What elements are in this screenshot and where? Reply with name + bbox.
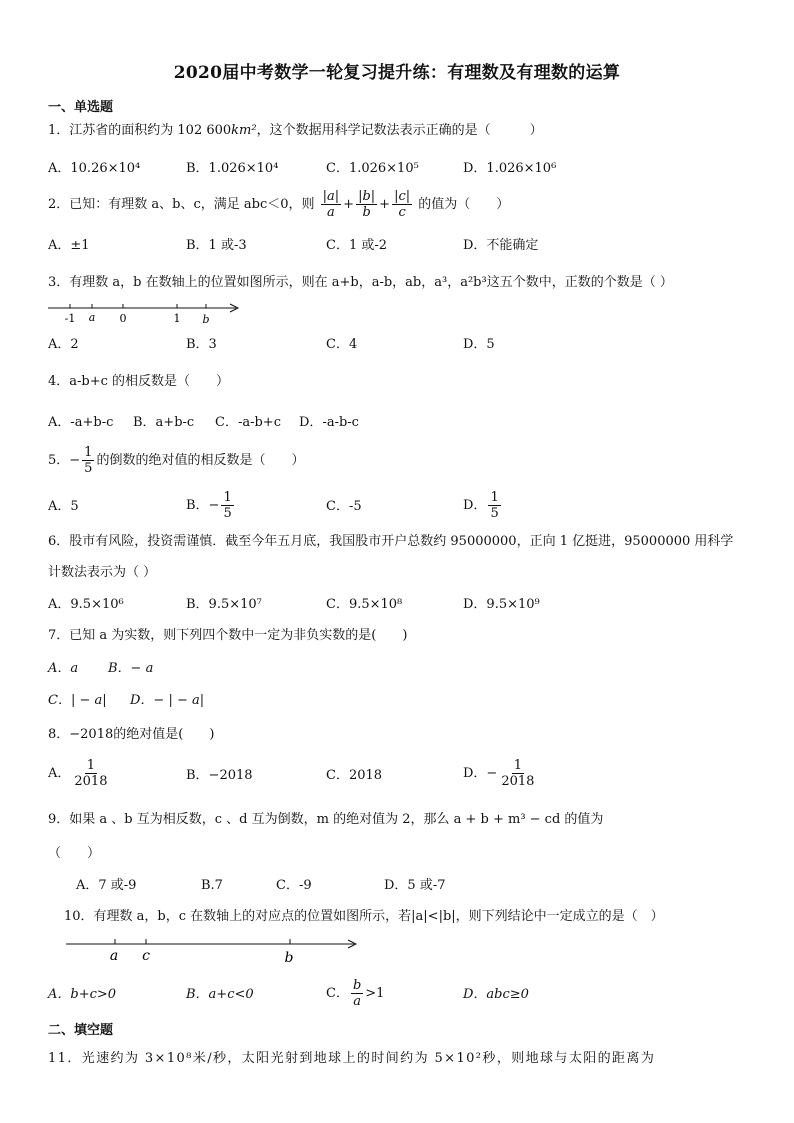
q9-option-a[interactable]: A．7 或-9 — [76, 878, 137, 893]
fraction-abs-a-over-a: $\frac{|a|}{a}$ — [322, 189, 340, 220]
q2-option-d[interactable]: D．不能确定 — [463, 238, 539, 253]
q10-option-a[interactable]: A．b+c>0 — [48, 987, 117, 1002]
q3-option-c[interactable]: C．4 — [326, 337, 358, 352]
q4-option-d[interactable]: D．-a-b-c — [299, 415, 359, 430]
q5-option-b[interactable]: B．− $\frac{1}{5}$ — [186, 490, 232, 521]
question-3: 3．有理数 a，b 在数轴上的位置如图所示，则在 a+b，a-b，ab，a³，a²b³这五个数中，正数的个数是（ ） — [48, 275, 673, 290]
q1-option-c[interactable]: C．1.026×10⁵ — [326, 161, 419, 176]
label-a: a — [88, 311, 96, 324]
q4-option-c[interactable]: C．-a-b+c — [215, 415, 281, 430]
question-1: 1．江苏省的面积约为 102 600km²，这个数据用科学记数法表示正确的是（ ） — [48, 123, 543, 138]
q6-option-a[interactable]: A．9.5×10⁶ — [48, 597, 124, 612]
q1-option-d[interactable]: D．1.026×10⁶ — [463, 161, 557, 176]
question-9: 9．如果 a 、b 互为相反数，c 、d 互为倒数，m 的绝对值为 2，那么 a + b + m³ − cd 的值为 — [48, 812, 604, 827]
q8-option-c[interactable]: C．2018 — [326, 768, 383, 783]
q5-option-c[interactable]: C．-5 — [326, 499, 362, 514]
q10-option-d[interactable]: D．abc≥0 — [463, 987, 529, 1002]
question-10: 10．有理数 a，b，c 在数轴上的对应点的位置如图所示，若|a|<|b|，则下列结论中一定成立的是（ ） — [64, 909, 664, 924]
q2-option-c[interactable]: C．1 或-2 — [326, 238, 388, 253]
q10-option-c[interactable]: C． $\frac{b}{a}$ >1 — [326, 978, 385, 1009]
question-6-line-2: 计数法表示为（ ） — [48, 565, 157, 580]
label-c: c — [142, 948, 150, 964]
question-7: 7．已知 a 为实数，则下列四个数中一定为非负实数的是( ) — [48, 628, 408, 643]
q7-option-c[interactable]: C．| − a| — [48, 693, 107, 708]
label-b: b — [284, 950, 294, 966]
question-8: 8．−2018的绝对值是( ) — [48, 727, 215, 742]
question-5: 5．− $\frac{1}{5}$ 的倒数的绝对值的相反数是（ ） — [48, 445, 305, 476]
q3-option-a[interactable]: A．2 — [48, 337, 79, 352]
q4-option-a[interactable]: A．-a+b-c — [48, 415, 114, 430]
label-a: a — [109, 948, 119, 964]
question-4: 4．a-b+c 的相反数是（ ） — [48, 374, 230, 389]
q6-option-b[interactable]: B．9.5×10⁷ — [186, 597, 262, 612]
fraction-abs-c-over-c: $\frac{|c|}{c}$ — [394, 189, 411, 220]
question-11: 11．光速约为 3×10⁸米/秒，太阳光射到地球上的时间约为 5×10²秒，则地球与太阳的距离为 — [48, 1051, 656, 1066]
label-0: 0 — [119, 312, 127, 325]
section-heading-fill-in: 二、填空题 — [48, 1023, 114, 1038]
q8-option-b[interactable]: B．−2018 — [186, 768, 253, 783]
q6-option-d[interactable]: D．9.5×10⁹ — [463, 597, 540, 612]
q10-option-b[interactable]: B．a+c<0 — [186, 987, 254, 1002]
fraction-abs-b-over-b: $\frac{|b|}{b}$ — [358, 189, 376, 220]
label-b: b — [202, 313, 210, 326]
label-1: 1 — [173, 312, 181, 325]
q2-option-b[interactable]: B．1 或-3 — [186, 238, 247, 253]
q7-option-d[interactable]: D．− | − a| — [130, 693, 205, 708]
question-9-paren: （ ） — [48, 846, 101, 861]
q9-option-b[interactable]: B.7 — [201, 878, 223, 893]
q8-option-a[interactable]: A． $\frac{1}{2018}$ — [48, 758, 108, 789]
q3-option-d[interactable]: D．5 — [463, 337, 495, 352]
page-title: 2020届中考数学一轮复习提升练：有理数及有理数的运算 — [173, 63, 621, 83]
q7-option-a[interactable]: A．a — [48, 661, 79, 676]
section-heading-single-choice: 一、单选题 — [48, 100, 114, 115]
q10-number-line — [62, 934, 362, 966]
question-6-line-1: 6．股市有风险，投资需谨慎．截至今年五月底，我国股市开户总数约 95000000，正向 1 亿挺进，95000000 用科学 — [48, 534, 734, 549]
q1-option-b[interactable]: B．1.026×10⁴ — [186, 161, 279, 176]
q5-option-d[interactable]: D． $\frac{1}{5}$ — [463, 490, 499, 521]
q4-option-b[interactable]: B．a+b-c — [133, 415, 195, 430]
q7-option-b[interactable]: B．− a — [108, 661, 154, 676]
q1-option-a[interactable]: A．10.26×10⁴ — [48, 161, 141, 176]
q9-option-c[interactable]: C．-9 — [276, 878, 312, 893]
label-minus-1: -1 — [64, 312, 76, 325]
q3-option-b[interactable]: B．3 — [186, 337, 217, 352]
q9-option-d[interactable]: D．5 或-7 — [384, 878, 446, 893]
q8-option-d[interactable]: D．− $\frac{1}{2018}$ — [463, 758, 535, 789]
q6-option-c[interactable]: C．9.5×10⁸ — [326, 597, 403, 612]
q3-number-line — [44, 298, 244, 328]
q5-option-a[interactable]: A．5 — [48, 499, 79, 514]
q2-option-a[interactable]: A．±1 — [48, 238, 90, 253]
unit-km2: km² — [231, 123, 257, 138]
question-2: 2．已知：有理数 a、b、c，满足 abc＜0，则 $\frac{|a|}{a}$ + $\frac{|b|}{b}$ + $\frac{|c|}{c}$ 的值为（ ） — [48, 189, 510, 220]
fraction-one-fifth: $\frac{1}{5}$ — [84, 445, 93, 476]
